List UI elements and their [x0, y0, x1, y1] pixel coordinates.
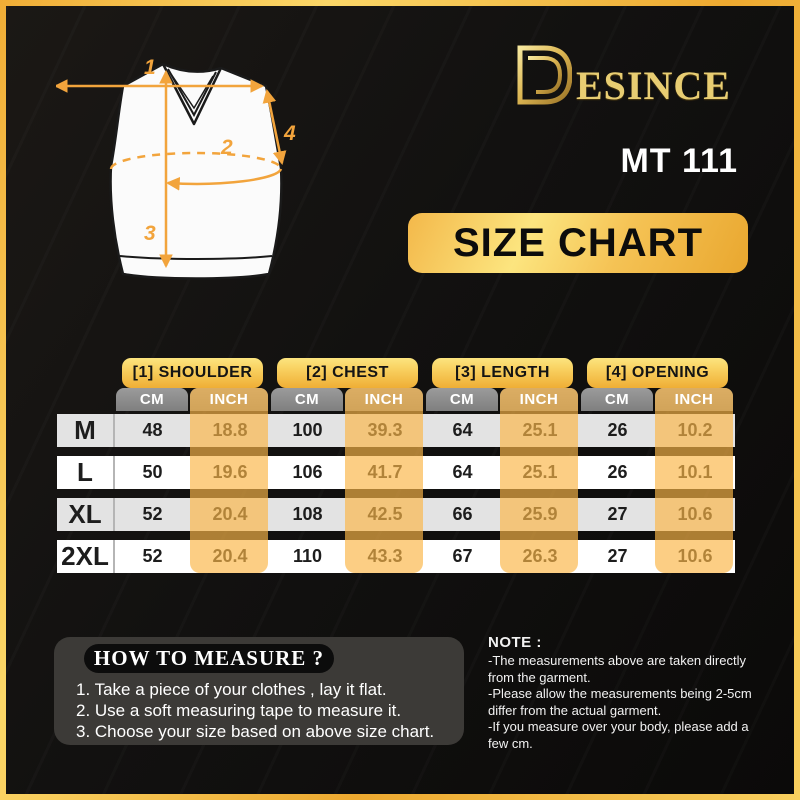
size-chart-banner	[408, 213, 748, 273]
model-number: MT 111	[620, 142, 738, 180]
brand-name: ESINCE	[576, 63, 731, 108]
value-cell: 26	[607, 462, 628, 482]
unit-header-cm: CM	[116, 388, 188, 411]
unit-header-cm: CM	[581, 388, 653, 411]
group-header-chest: [2] CHEST	[277, 358, 418, 388]
note-block	[488, 634, 764, 752]
value-cell: 52	[142, 546, 163, 566]
measure-marker-3: 3	[144, 222, 156, 245]
poster-background	[6, 6, 794, 794]
value-cell: 66	[452, 504, 473, 524]
note-title: NOTE :	[488, 634, 542, 651]
value-cell: 108	[292, 504, 323, 524]
brand-monogram-icon	[512, 44, 572, 120]
inch-highlight-band	[500, 388, 578, 573]
how-step-1: 1. Take a piece of your clothes , lay it flat.	[76, 680, 387, 699]
unit-header-inch: INCH	[655, 388, 733, 411]
group-header-shoulder: [1] SHOULDER	[122, 358, 263, 388]
size-cell: XL	[57, 498, 115, 531]
value-cell: 48	[142, 420, 163, 440]
value-cell: 110	[292, 546, 323, 566]
brand-logo	[512, 44, 756, 120]
size-chart-banner-label: SIZE CHART	[453, 220, 703, 265]
how-to-measure-title: HOW TO MEASURE ?	[84, 644, 334, 673]
value-cell: 52	[142, 504, 163, 524]
note-line-1: -The measurements above are taken directly from the garment.	[488, 653, 746, 685]
unit-header-inch: INCH	[190, 388, 268, 411]
unit-header-inch: INCH	[500, 388, 578, 411]
value-cell: 26	[607, 420, 628, 440]
measure-marker-2: 2	[221, 136, 233, 159]
inch-highlight-band	[190, 388, 268, 573]
size-table	[57, 358, 735, 573]
size-cell: 2XL	[57, 540, 115, 573]
note-line-2: -Please allow the measurements being 2-5cm differ from the actual garment.	[488, 686, 752, 718]
vest-diagram	[56, 34, 356, 326]
size-cell: M	[57, 414, 115, 447]
value-cell: 64	[452, 462, 473, 482]
how-step-2: 2. Use a soft measuring tape to measure it.	[76, 701, 402, 720]
value-cell: 67	[452, 546, 473, 566]
measure-marker-4: 4	[284, 122, 296, 145]
measure-marker-1: 1	[144, 56, 156, 79]
value-cell: 27	[607, 504, 628, 524]
inch-highlight-band	[655, 388, 733, 573]
vest-outline	[111, 64, 282, 279]
inch-highlight-band	[345, 388, 423, 573]
value-cell: 64	[452, 420, 473, 440]
group-header-opening: [4] OPENING	[587, 358, 728, 388]
unit-header-cm: CM	[426, 388, 498, 411]
value-cell: 50	[142, 462, 163, 482]
value-cell: 27	[607, 546, 628, 566]
unit-header-inch: INCH	[345, 388, 423, 411]
size-cell: L	[57, 456, 115, 489]
group-header-length: [3] LENGTH	[432, 358, 573, 388]
value-cell: 106	[292, 462, 323, 482]
unit-header-cm: CM	[271, 388, 343, 411]
how-to-measure-panel	[54, 637, 464, 745]
how-step-3: 3. Choose your size based on above size chart.	[76, 722, 435, 741]
value-cell: 100	[292, 420, 323, 440]
note-line-3: -If you measure over your body, please add a few cm.	[488, 719, 749, 751]
